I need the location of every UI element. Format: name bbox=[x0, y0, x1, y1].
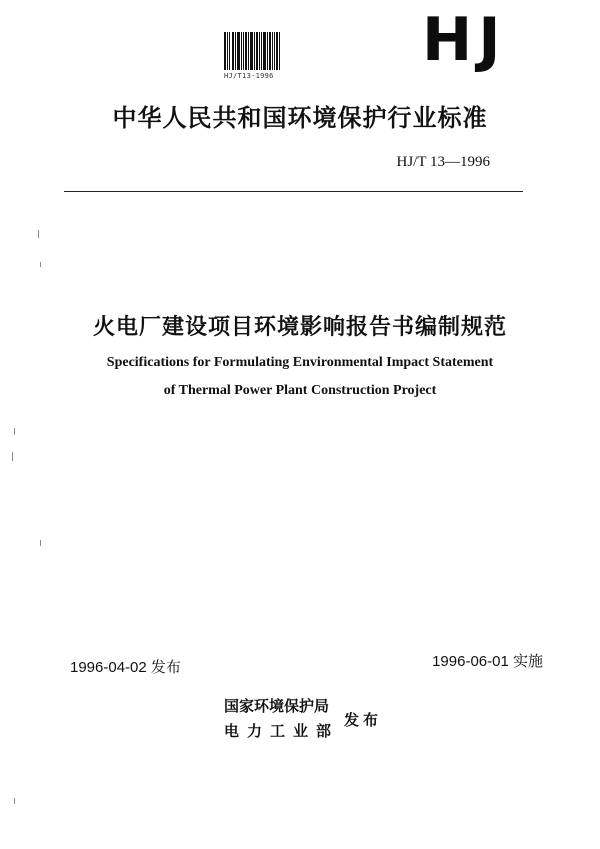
document-title-english-line-1: Specifications for Formulating Environmental Impact Statement bbox=[106, 355, 494, 370]
scan-speck bbox=[40, 262, 41, 267]
scan-speck bbox=[14, 428, 15, 435]
scan-speck bbox=[38, 230, 39, 238]
publisher-name: 国家环境保护局 bbox=[224, 697, 330, 715]
barcode-graphic bbox=[224, 32, 280, 70]
document-title-english-line-2: of Thermal Power Plant Construction Project bbox=[163, 383, 437, 398]
issue-date: 1996-04-02 发布 bbox=[70, 659, 181, 676]
effective-date: 1996-06-01 实施 bbox=[432, 653, 543, 670]
standard-organization: 中华人民共和国环境保护行业标准 bbox=[112, 104, 488, 132]
barcode bbox=[224, 32, 282, 80]
header-divider bbox=[64, 191, 523, 192]
document-title-chinese: 火电厂建设项目环境影响报告书编制规范 bbox=[92, 315, 507, 340]
publish-label: 发布 bbox=[344, 711, 383, 729]
hj-logo: HJ bbox=[422, 5, 507, 75]
standard-code: HJ/T 13—1996 bbox=[396, 154, 490, 170]
barcode-number: HJ/T13-1996 bbox=[224, 72, 274, 80]
publisher-list bbox=[224, 694, 339, 744]
scan-speck bbox=[12, 452, 13, 461]
scan-speck bbox=[40, 540, 41, 546]
publisher-name: 电力工业部 bbox=[224, 722, 340, 740]
scan-speck bbox=[14, 798, 15, 804]
